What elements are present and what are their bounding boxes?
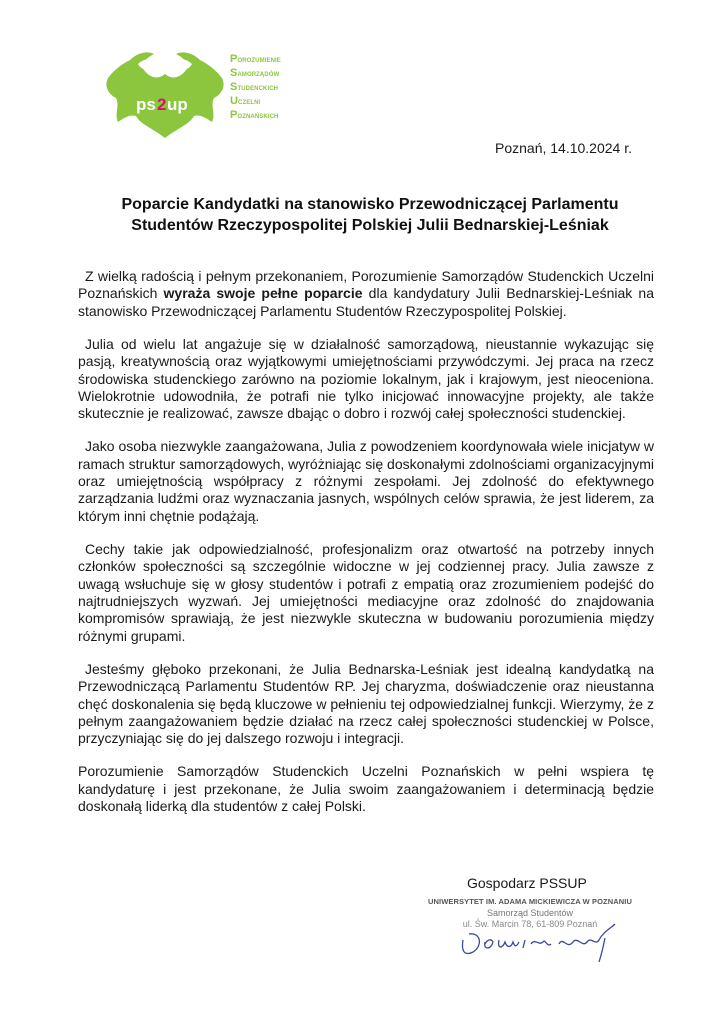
logo-word: Samorządów [230,67,280,79]
emphasized-text: wyraża swoje pełne poparcie [163,285,363,302]
paragraph: Porozumienie Samorządów Studenckich Uczelni Poznańskich w pełni wspiera tę kandydaturę i jest przekonane, że Julia swoim zaangażowaniem i determinacją będzie doskonałą liderką dla studentów z całej Polski. [78,763,654,815]
paragraph-text: Z wielką radością i pełnym przekonaniem, Porozumienie Samorządów Studenckich Uczelni Poznańskich [78,268,654,302]
stamp-line: ul. Św. Marcin 78, 61-809 Poznań [462,919,598,929]
handwritten-signature [455,922,625,962]
pssup-logo-mark [100,40,230,140]
title-line: Studentów Rzeczypospolitej Polskiej Julii Bednarskiej-Leśniak [131,217,609,234]
signoff-title: Gospodarz PSSUP [467,875,587,891]
paragraph: Jako osoba niezwykle zaangażowana, Julia z powodzeniem koordynowała wiele inicjatyw w ramach struktur samorządowych, wyróżniając się doskonałymi zdolnościami organizacyjnymi oraz umiejętnością współpracy z różnymi zespołami. Jej zdolność do efektywnego zarządzania ludźmi oraz wyznaczania jasnych, wspólnych celów sprawia, że jest liderem, za którym inni chętnie podążają. [78,438,654,524]
letter-date: Poznań, 14.10.2024 r. [495,140,632,156]
title-line: Poparcie Kandydatki na stanowisko Przewodniczącej Parlamentu [121,196,619,213]
logo-word: Poznańskich [230,109,279,121]
paragraph: Cechy takie jak odpowiedzialność, profesjonalizm oraz otwartość na potrzeby innych członków społeczności są szczególnie widoczne w jej codziennej pracy. Julia zawsze z uwagą wsłuchuje się w głosy studentów i potrafi z empatią oraz zrozumieniem podejść do najtrudniejszych wyzwań. Jej umiejętności mediacyjne oraz zdolność do znajdowania kompromisów sprawiają, że jest niezwykle skuteczna w budowaniu porozumienia między różnymi grupami. [78,540,654,644]
paragraph: Julia od wielu lat angażuje się w działalność samorządową, nieustannie wykazując się pasją, kreatywnością oraz wyjątkowymi umiejętnościami przywódczymi. Jej praca na rzecz środowiska studenckiego zarówno na poziomie lokalnym, jak i krajowym, jest nieoceniona. Wielokrotnie udowodniła, że potrafi nie tylko inicjować innowacyjne projekty, ale także skutecznie je realizować, zawsze dbając o dobro i rozwój całej społeczności studenckiej. [78,335,654,422]
letter-body [78,268,654,831]
svg-text:up: up [167,95,188,114]
logo-word: Porozumienie [230,53,281,65]
stamp-line: UNIWERSYTET IM. ADAMA MICKIEWICZA W POZNANIU [428,897,632,906]
organization-logo [100,40,340,140]
paragraph [78,268,654,320]
letter-title [70,194,670,236]
svg-text:2: 2 [157,95,167,114]
logo-word: Uczelni [230,95,261,107]
logo-wordmark [230,52,281,122]
paragraph-text: dla kandydatury Julii Bednarskiej-Leśniak na stanowisko Przewodniczącej Parlamentu Studentów Rzeczypospolitej Polskiej. [78,285,654,319]
svg-text:ps: ps [136,95,156,114]
stamp-line: Samorząd Studentów [486,908,574,918]
logo-word: Studenckich [230,81,279,93]
paragraph: Jesteśmy głęboko przekonani, że Julia Bednarska-Leśniak jest idealną kandydatką na Przewodniczącą Parlamentu Studentów RP. Jej charyzma, doświadczenie oraz nieustanna chęć doskonalenia się będą kluczowe w pełnieniu tej odpowiedzialnej funkcji. Wierzymy, że z pełnym zaangażowaniem będzie działać na rzecz całej społeczności studenckiej w Polsce, przyczyniając się do jej dalszego rozwoju i integracji. [78,660,654,747]
